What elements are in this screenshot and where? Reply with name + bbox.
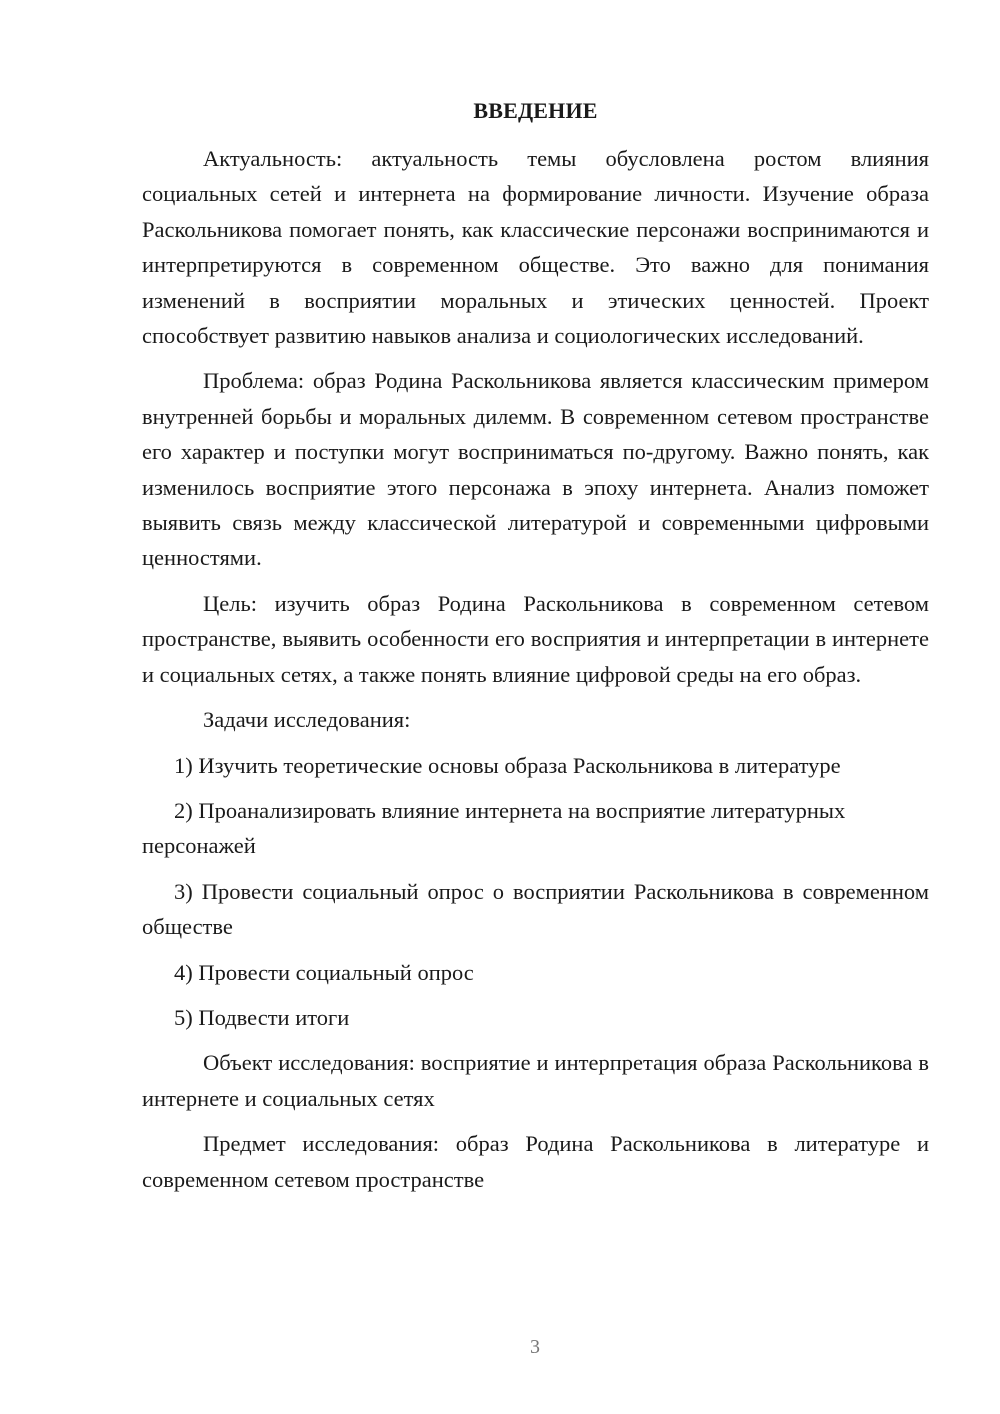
task-item-4: 4) Провести социальный опрос — [174, 959, 474, 985]
paragraph-object: Объект исследования: восприятие и интерпретация образа Раскольникова в интернете и социальных сетях — [142, 1050, 929, 1111]
section-title: ВВЕДЕНИЕ — [473, 98, 598, 123]
task-item-3: 3) Провести социальный опрос о восприятии Раскольникова в современном обществе — [142, 878, 929, 940]
document-body — [142, 141, 929, 1197]
tasks-heading: Задачи исследования: — [203, 707, 411, 733]
paragraph-goal: Цель: изучить образ Родина Раскольникова в современном сетевом пространстве, выявить особенности его восприятия и интерпретации в интернете и социальных сетях, а также понять влияние цифровой среды на его образ. — [142, 590, 929, 687]
page-number: 3 — [530, 1336, 540, 1358]
task-item-5: 5) Подвести итоги — [174, 1004, 350, 1030]
task-item-1: 1) Изучить теоретические основы образа Раскольникова в литературе — [174, 752, 841, 778]
paragraph-relevance: Актуальность: актуальность темы обусловлена ростом влияния социальных сетей и интернета на формирование личности. Изучение образа Раскольникова помогает понять, как классические персонажи воспринимаются и интерпретируются в современном обществе. Это важно для понимания изменений в восприятии моральных и этических ценностей. Проект способствует развитию навыков анализа и социологических исследований. — [142, 146, 929, 349]
paragraph-problem: Проблема: образ Родина Раскольникова является классическим примером внутренней борьбы и моральных дилемм. В современном сетевом пространстве его характер и поступки могут восприниматься по-другому. Важно понять, как изменилось восприятие этого персонажа в эпоху интернета. Анализ поможет выявить связь между классической литературой и современными цифровыми ценностями. — [142, 368, 929, 571]
task-item-2: 2) Проанализировать влияние интернета на восприятие литературных персонажей — [142, 797, 846, 859]
paragraph-subject: Предмет исследования: образ Родина Раскольникова в литературе и современном сетевом пространстве — [142, 1131, 929, 1192]
